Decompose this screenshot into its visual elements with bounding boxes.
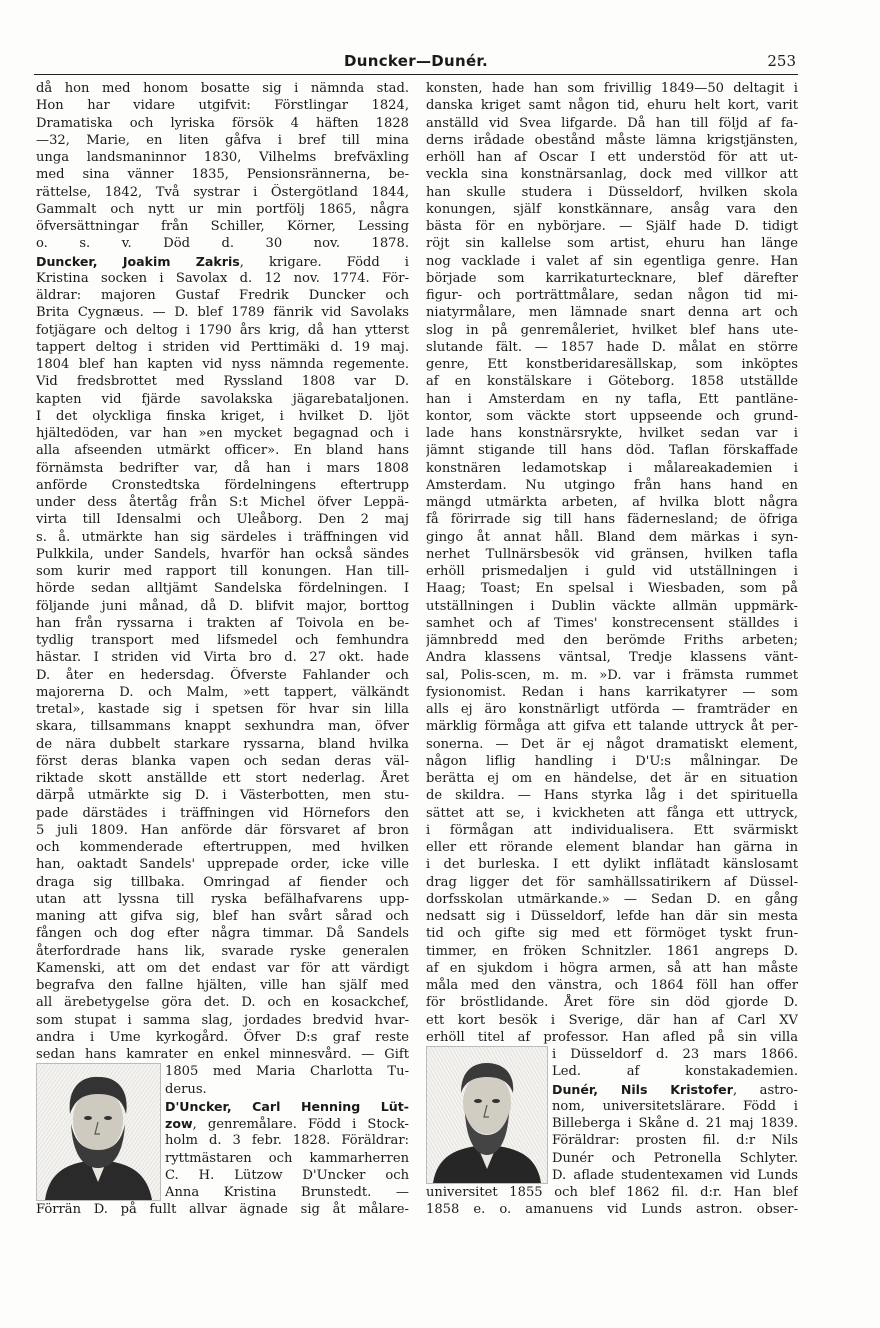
text-line: universitet 1855 och blef 1862 fil. d:r. Han blef xyxy=(426,1185,798,1200)
text-line: tretal», kastade sig i spetsen för hvar sin lilla xyxy=(36,702,409,717)
text-line: draga sig tillbaka. Omringad af fiender och xyxy=(36,874,409,890)
text-line: i förmågan att individualisera. Ett svärmiskt xyxy=(426,822,798,838)
text-line: Dunér, Nils Kristofer, astro- xyxy=(552,1081,798,1098)
text-line: skara, tillsammans knappt sexhundra man, öfver xyxy=(36,719,409,735)
text-line: Pulkkila, under Sandels, hvarför han också sändes xyxy=(36,546,409,562)
text-line: tydlig transport med lifsmedel och femhundra xyxy=(36,633,409,648)
text-line: unga landsmaninnor 1830, Vilhelms brefväxling xyxy=(36,150,409,165)
text-line: någon liflig handling i D'U:s målningar. De xyxy=(426,753,798,769)
text-line: som stupat i samma slag, jordades bredvid hvar- xyxy=(36,1012,409,1028)
text-line: Förrän D. på fullt allvar ägnade sig åt målare- xyxy=(36,1202,409,1218)
text-line: derus. xyxy=(165,1081,207,1097)
text-line: s. å. utmärkte han sig särdeles i träffningen vid xyxy=(36,529,409,545)
text-line: timmer, en fröken Schnitzler. 1861 angreps D. xyxy=(426,943,798,959)
text-line: hjältedöden, var han »en mycket begagnad och i xyxy=(36,426,409,441)
text-line: alla afseenden utmärkt officer». En bland hans xyxy=(36,443,409,459)
text-line: 1804 blef han kapten vid nyss nämnda regemente. xyxy=(36,357,409,372)
text-line: slog in på genremåleriet, hvilket blef hans ute- xyxy=(426,322,798,338)
text-line: Kristina socken i Savolax d. 12 nov. 1774. För- xyxy=(36,270,409,286)
text-line: måla med den vänstra, och 1864 föll han offer xyxy=(426,978,798,993)
left-column-text xyxy=(36,80,409,1063)
text-line: Amsterdam. Nu utgingo från hans hand en xyxy=(426,477,798,493)
text-line: begrafva den fallne hjälten, ville han själf med xyxy=(36,978,409,993)
text-line: bästa för en nybörjare. — Själf hade D. tidigt xyxy=(426,219,798,234)
text-line: D. åter en hedersdag. Öfverste Fahlander och xyxy=(36,667,409,683)
text-line: äldrar: majoren Gustaf Fredrik Duncker och xyxy=(36,288,409,303)
text-line: all ärebetygelse göra det. D. och en kosackchef, xyxy=(36,995,409,1011)
text-line: figur- och porträttmålare, sedan någon tid mi- xyxy=(426,288,798,303)
text-line: Haag; Toast; En spelsal i Wiesbaden, som på xyxy=(426,581,798,597)
text-line: holm d. 3 febr. 1828. Föräldrar: xyxy=(165,1133,409,1149)
text-line: pade därstädes i träffningen vid Hörnefors den xyxy=(36,805,409,821)
text-line: de nära dubbelt starkare ryssarna, bland hvilka xyxy=(36,736,409,752)
text-line: började som karrikaturtecknare, blef därefter xyxy=(426,270,798,286)
text-line: hästar. I striden vid Virta bro d. 27 okt. hade xyxy=(36,650,409,666)
text-line: utställningen i Dublin väckte allmän uppmärk- xyxy=(426,598,798,614)
text-line: D. aflade studentexamen vid Lunds xyxy=(552,1167,798,1183)
text-line: som kurir med rapport till konungen. Han till- xyxy=(36,564,409,579)
text-line: derns irådade obestånd måste lämna krigstjänsten, xyxy=(426,132,798,148)
text-line: jämnt stigande till hans död. Taflan förskaffade xyxy=(426,443,798,459)
text-line: genre, Ett konstberidaresällskap, som inköptes xyxy=(426,357,798,372)
text-line: berätta ej om en händelse, det är en situation xyxy=(426,771,798,786)
right-column-text xyxy=(426,80,798,1046)
text-line: C. H. Lützow D'Uncker och xyxy=(165,1167,409,1183)
text-line: rättelse, 1842, Två systrar i Östergötland 1844, xyxy=(36,184,409,200)
text-line: alls ej äro konstnärligt utförda — framträder en xyxy=(426,702,798,717)
text-line: jämnbredd med den berömde Friths arbeten; xyxy=(426,633,798,648)
text-line: han i Amsterdam en ny tafla, Ett pantläne- xyxy=(426,391,798,407)
text-line: i Düsseldorf d. 23 mars 1866. xyxy=(552,1047,798,1062)
text-line: nerhet Tullnärsbesök vid gränsen, hvilken tafla xyxy=(426,546,798,562)
text-line: tid och gifte sig med ett förmöget tyskt frun- xyxy=(426,926,798,942)
text-line: D'Uncker, Carl Henning Lüt- xyxy=(165,1098,409,1114)
text-line: erhöll titel af professor. Han afled på sin villa xyxy=(426,1029,798,1045)
text-line: ryttmästaren och kammarherren xyxy=(165,1150,409,1166)
text-line: för bröstlidande. Året före sin död gjorde D. xyxy=(426,995,798,1011)
header-title: Duncker—Dunér. xyxy=(344,52,488,70)
text-line: slutande fält. — 1857 hade D. målat en större xyxy=(426,339,798,355)
text-line: och kommenderade eftertruppen, med hvilken xyxy=(36,840,409,855)
portrait-engraving-duner xyxy=(426,1046,548,1184)
text-line: nom, universitetslärare. Född i xyxy=(552,1098,798,1114)
text-line: Anna Kristina Brunstedt. — xyxy=(165,1185,409,1200)
text-line: under dess återtåg från S:t Michel öfver Leppä- xyxy=(36,495,409,510)
text-line: Föräldrar: prosten fil. d:r Nils xyxy=(552,1133,798,1149)
text-line: konsten, hade han som frivillig 1849—50 deltagit i xyxy=(426,81,798,96)
text-line: sonerna. — Det är ej något dramatiskt element, xyxy=(426,736,798,752)
text-line: drag ligger det för samhällssatirikern af Düssel- xyxy=(426,874,798,890)
text-line: eller ett rörande element blandar han gärna in xyxy=(426,840,798,855)
text-line: af en sjukdom i högra armen, så att han måste xyxy=(426,960,798,976)
text-line: tappert deltog i striden vid Perttimäki d. 19 maj. xyxy=(36,339,409,355)
text-line: danska kriget samt någon tid, ehuru helt kort, varit xyxy=(426,98,798,114)
text-line: niatyrmålare, men lämnade snart denna art och xyxy=(426,305,798,321)
text-line: följande juni månad, då D. blifvit major, borttog xyxy=(36,598,409,614)
running-header xyxy=(34,52,798,75)
text-line: röjt sin kallelse som artist, ehuru han länge xyxy=(426,236,798,252)
text-line: 5 juli 1809. Han anförde där försvaret af bron xyxy=(36,822,409,838)
text-line: fysionomist. Redan i hans karrikatyrer — som xyxy=(426,684,798,700)
text-line: Brita Cygnæus. — D. blef 1789 fänrik vid Savolaks xyxy=(36,305,409,321)
text-line: därpå utmärkte sig D. i Västerbotten, men stu- xyxy=(36,788,409,804)
text-line: Andra klassens väntsal, Tredje klassens vänt- xyxy=(426,650,798,666)
text-line: då hon med honom bosatte sig i nämnda stad. xyxy=(36,81,409,96)
right-column xyxy=(426,80,798,1219)
text-line: konstnären ledamotskap i målareakademien i xyxy=(426,460,798,476)
text-line: nog vacklade i valet af sin egentliga genre. Han xyxy=(426,253,798,269)
left-column-bottom-text xyxy=(36,1201,409,1218)
text-line: sedan hans kamrater en enkel minnesvård. — Gift xyxy=(36,1047,409,1062)
text-line: riktade skott anställde ett stort nederlag. Året xyxy=(36,771,409,786)
text-line: återfordrade hans lik, svarade ryske generalen xyxy=(36,943,409,959)
text-line: Hon har vidare utgifvit: Förstlingar 1824, xyxy=(36,98,409,114)
text-line: majorerna D. och Malm, »ett tappert, välkändt xyxy=(36,684,409,700)
text-line: af en konstälskare i Göteborg. 1858 utställde xyxy=(426,374,798,390)
text-line: han skulle studera i Düsseldorf, hvilken skola xyxy=(426,184,798,200)
left-column xyxy=(36,80,409,1219)
text-line: utan att lyssna till ryska befälhafvarens upp- xyxy=(36,891,409,907)
text-line: han, oaktadt Sandels' upprepade order, icke ville xyxy=(36,857,409,873)
text-line: sal, Polis-scen, m. m. »D. var i främsta rummet xyxy=(426,667,798,683)
text-line: kontor, som väckte stort uppseende och grund- xyxy=(426,408,798,424)
text-line: zow, genremålare. Född i Stock- xyxy=(165,1116,409,1132)
text-line: Kamenski, att om det endast var för att värdigt xyxy=(36,960,409,976)
text-line: få förirrade sig till hans fädernesland; de öfriga xyxy=(426,512,798,528)
text-line: fången och dog efter några timmar. Då Sandels xyxy=(36,926,409,942)
text-line: han från ryssarna i trakten af Toivola en be- xyxy=(36,615,409,631)
text-line: Billeberga i Skåne d. 21 maj 1839. xyxy=(552,1116,798,1131)
text-line: Duncker, Joakim Zakris, krigare. Född i xyxy=(36,253,409,270)
text-line: gingo åt annat håll. Bland dem märkas i syn- xyxy=(426,529,798,545)
text-line: i det burleska. I ett dylikt inflätadt känslosamt xyxy=(426,857,798,873)
text-line: mängd utmärkta arbeten, af hvilka blott några xyxy=(426,495,798,510)
text-line: 1805 med Maria Charlotta Tu- xyxy=(165,1064,409,1080)
text-line: —32, Marie, en liten gåfva i bref till mina xyxy=(36,132,409,148)
text-line: maning att gifva sig, blef han svårt sårad och xyxy=(36,909,409,924)
text-line: I det olyckliga finska kriget, i hvilket D. ljöt xyxy=(36,408,409,424)
text-line: märklig förmåga att gifva ett talande uttryck åt per- xyxy=(426,719,798,735)
text-line: o. s. v. Död d. 30 nov. 1878. xyxy=(36,236,409,252)
text-line: öfversättningar från Schiller, Körner, Lessing xyxy=(36,219,409,234)
text-line: Dunér och Petronella Schlyter. xyxy=(552,1150,798,1166)
text-line: andra i Ume kyrkogård. Öfver D:s graf reste xyxy=(36,1029,409,1045)
text-line: veckla sina konstnärsanlag, dock med villkor att xyxy=(426,167,798,183)
text-line: ett kort besök i Sverige, där han af Carl XV xyxy=(426,1012,798,1028)
text-line: erhöll han af Oscar I ett understöd för att ut- xyxy=(426,150,798,165)
text-line: kapten vid fjärde savolakska jägarebataljonen. xyxy=(36,391,409,407)
text-line: lade hans konstnärsrykte, hvilket sedan var i xyxy=(426,426,798,441)
text-line: nedsatt sig i Düsseldorf, lefde han där sin mesta xyxy=(426,909,798,924)
text-line: 1858 e. o. amanuens vid Lunds astron. obser- xyxy=(426,1202,798,1218)
text-line: anställd vid Svea lifgarde. Då han till följd af fa- xyxy=(426,115,798,131)
right-column-bottom-text xyxy=(426,1184,798,1219)
text-line: fotjägare och deltog i 1790 års krig, då han ytterst xyxy=(36,322,409,338)
text-line: hörde sedan alltjämt Sandelska fördelningen. I xyxy=(36,581,409,597)
text-line: med sina vänner 1835, Pensionsrännerna, be- xyxy=(36,167,409,183)
text-line: förnämsta bedrifter var, då han i mars 1808 xyxy=(36,460,409,476)
text-line: sättet att se, i kvickheten att fånga ett uttryck, xyxy=(426,805,798,821)
portrait-engraving-duncker xyxy=(36,1063,161,1201)
text-line: först deras blanka vapen och sedan deras väl- xyxy=(36,753,409,769)
left-portrait-block xyxy=(36,1063,409,1201)
text-line: anförde Cronstedtska fördelningens eftertrupp xyxy=(36,477,409,493)
page-number: 253 xyxy=(767,52,796,70)
text-line: samhet och af Times' konstrecensent ställdes i xyxy=(426,615,798,631)
text-line: Dramatiska och lyriska försök 4 häften 1828 xyxy=(36,115,409,131)
right-side-text xyxy=(552,1046,798,1184)
text-line: Led. af konstakademien. xyxy=(552,1064,798,1080)
text-line: de skildra. — Hans styrka låg i det spirituella xyxy=(426,788,798,804)
text-line: Vid fredsbrottet med Ryssland 1808 var D. xyxy=(36,374,409,390)
text-line: konungen, själf konstkännare, ansåg vara den xyxy=(426,201,798,217)
right-portrait-block xyxy=(426,1046,798,1184)
left-side-text xyxy=(165,1063,409,1201)
text-line: Gammalt och nytt ur min portfölj 1865, några xyxy=(36,201,409,217)
text-line: dorfsskolan utmärkande.» — Sedan D. en gång xyxy=(426,891,798,907)
text-line: erhöll prismedaljen i guld vid utställningen i xyxy=(426,564,798,579)
text-line: virta till Idensalmi och Uleåborg. Den 2 maj xyxy=(36,512,409,528)
